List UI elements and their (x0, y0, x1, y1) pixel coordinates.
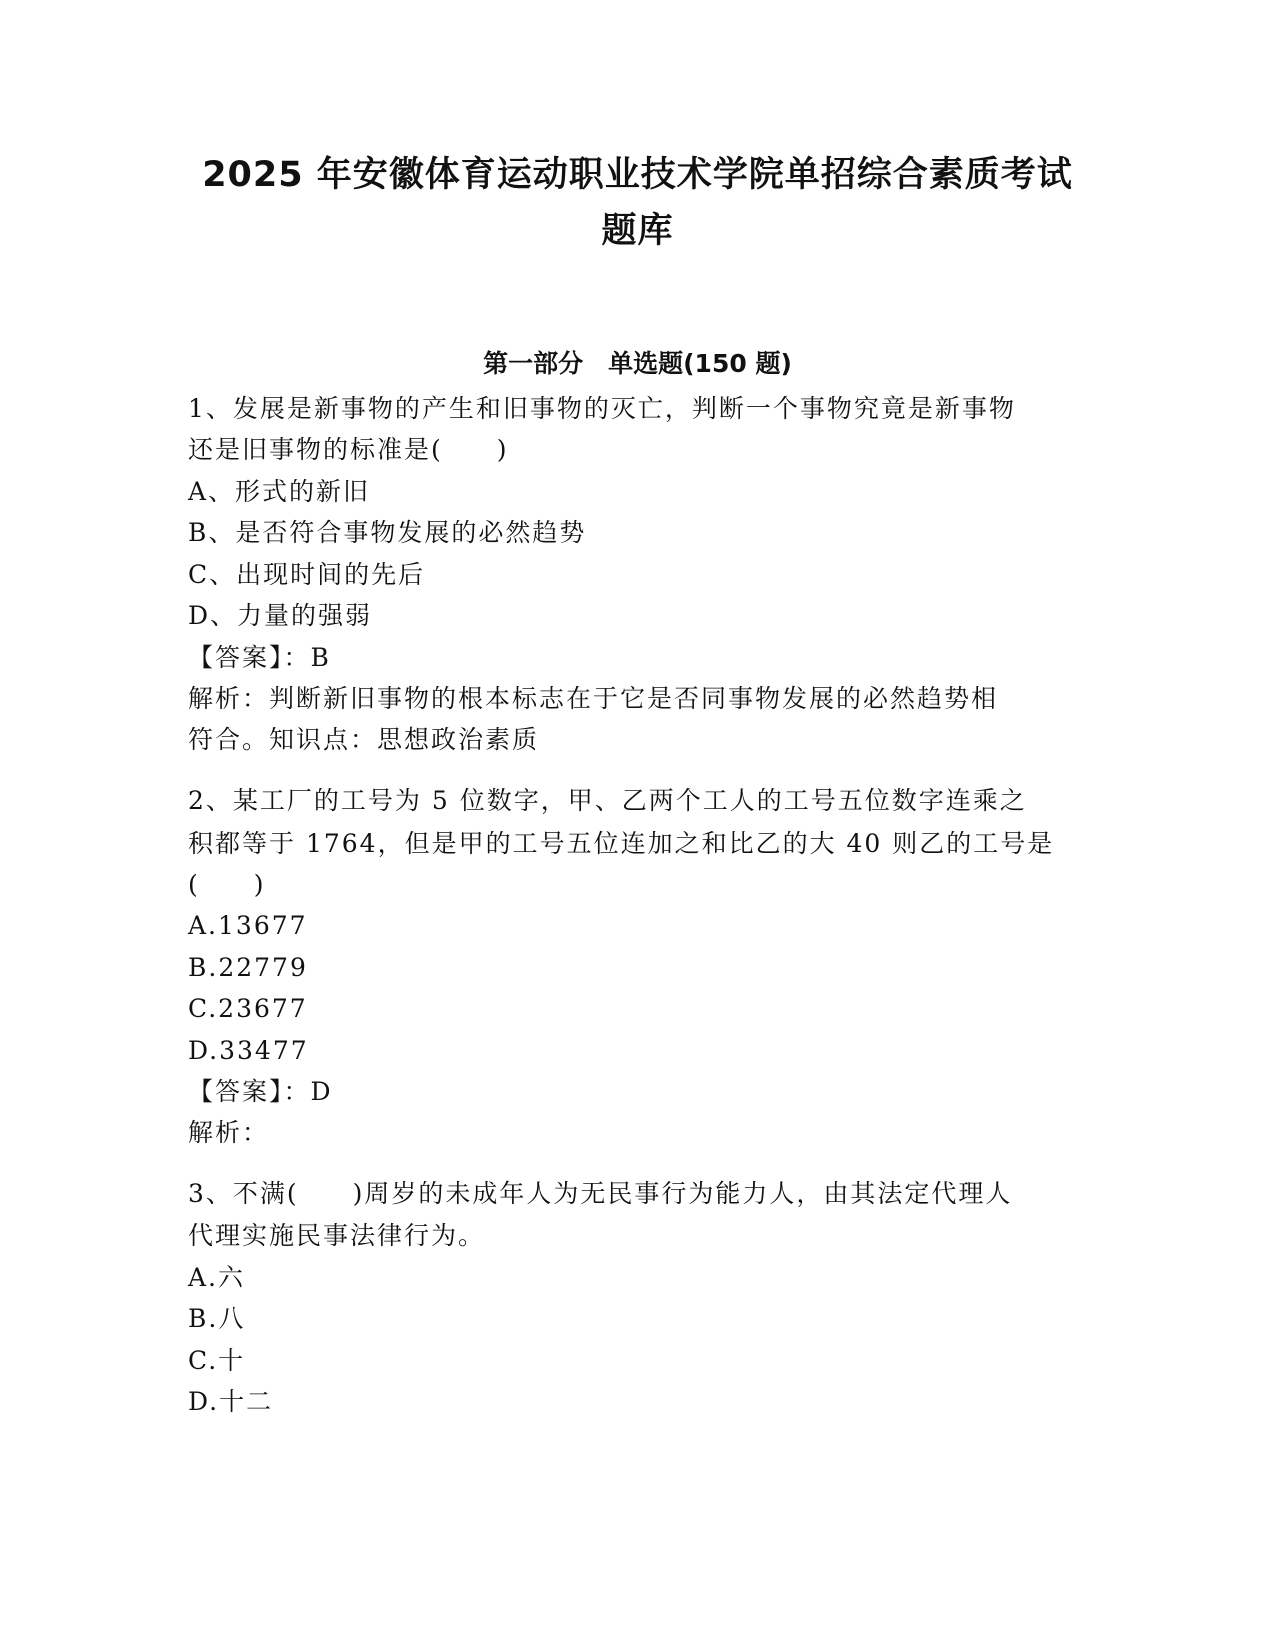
answer: 【答案】：B (188, 643, 331, 672)
option-b: B、是否符合事物发展的必然趋势 (188, 518, 587, 547)
analysis: 解析：判断新旧事物的根本标志在于它是否同事物发展的必然趋势相 (188, 684, 999, 713)
question-stem: 2、某工厂的工号为 5 位数字，甲、乙两个工人的工号五位数字连乘之 (188, 786, 1027, 815)
option-c: C、出现时间的先后 (188, 560, 426, 589)
question-stem: 代理实施民事法律行为。 (188, 1221, 486, 1250)
analysis: 符合。知识点：思想政治素质 (188, 725, 540, 754)
option-d: D、力量的强弱 (188, 601, 373, 630)
option-a: A、形式的新旧 (188, 477, 371, 506)
section-heading: 第一部分 单选题(150 题) (483, 349, 792, 378)
option-d: D.十二 (188, 1387, 274, 1416)
question-stem: 积都等于 1764，但是甲的工号五位连加之和比乙的大 40 则乙的工号是 (188, 829, 1055, 858)
question-stem: 还是旧事物的标准是( ) (188, 435, 509, 464)
option-d: D.33477 (188, 1036, 309, 1065)
question-stem: ( ) (188, 870, 266, 899)
option-b: B.22779 (188, 953, 308, 982)
option-c: C.十 (188, 1346, 246, 1375)
analysis: 解析： (188, 1118, 270, 1147)
option-a: A.六 (188, 1263, 246, 1292)
option-b: B.八 (188, 1304, 246, 1333)
question-stem: 3、不满( )周岁的未成年人为无民事行为能力人，由其法定代理人 (188, 1179, 1013, 1208)
option-c: C.23677 (188, 994, 308, 1023)
answer: 【答案】：D (188, 1077, 333, 1106)
document-title-line-2: 题库 (601, 211, 674, 251)
question-stem: 1、发展是新事物的产生和旧事物的灭亡，判断一个事物究竟是新事物 (188, 394, 1016, 423)
option-a: A.13677 (188, 911, 308, 940)
document-title-line-1: 2025 年安徽体育运动职业技术学院单招综合素质考试 (202, 155, 1073, 195)
